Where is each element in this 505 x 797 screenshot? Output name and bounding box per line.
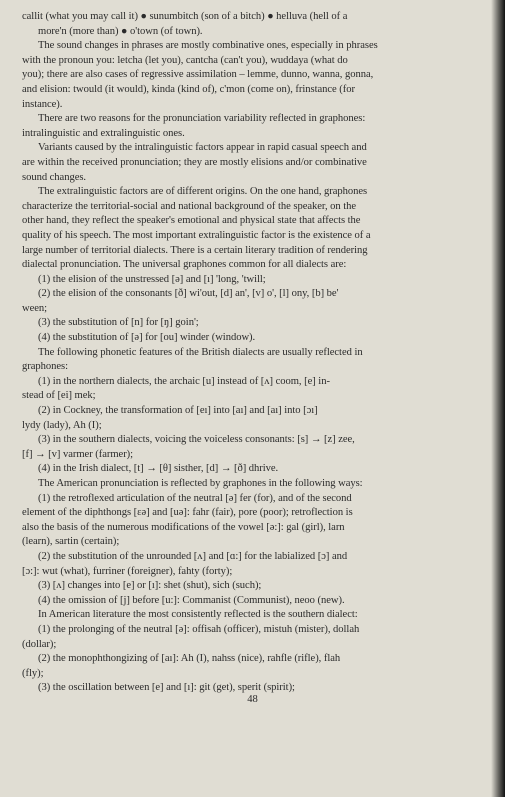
text-line: characterize the territorial-social and national background of the speaker, on the [22, 200, 357, 212]
binding-shadow [491, 0, 505, 797]
text-line: (3) the oscillation between [e] and [ı]: git (get), sperit (spirit); [38, 682, 295, 694]
text-line: quality of his speech. The most important extralinguistic factor is the existence of a [22, 229, 371, 241]
text-line: (1) the retroflexed articulation of the neutral [ə] fer (for), and of the second [38, 492, 352, 504]
text-line: ween; [22, 302, 48, 314]
text-line: The extralinguistic factors are of different origins. On the one hand, graphones [38, 186, 368, 198]
text-line: with the pronoun you: letcha (let you), cantcha (can't you), wuddaya (what do [22, 54, 348, 66]
text-line: (learn), sartin (certain); [22, 536, 120, 548]
text-line: The American pronunciation is reflected by graphones in the following ways: [38, 478, 363, 489]
text-line: sound changes. [22, 171, 87, 183]
text-line: [f] → [v] varmer (farmer); [22, 448, 134, 460]
text-line: (2) the substitution of the unrounded [ʌ] and [ɑ:] for the labialized [ɔ] and [38, 550, 348, 562]
text-line: intralinguistic and extralinguistic ones. [22, 127, 185, 139]
text-line: (3) [ʌ] changes into [e] or [ı]: shet (shut), sich (such); [38, 580, 262, 592]
text-line: (4) the substitution of [ə] for [ou] winder (window). [38, 332, 256, 344]
text-line: In American literature the most consistently reflected is the southern dialect: [38, 609, 358, 621]
text-line: [ɔ:]: wut (what), furriner (foreigner), fahty (forty); [22, 565, 233, 577]
text-line: stead of [ei] mek; [22, 390, 96, 402]
text-line: and elision: twould (it would), kinda (kind of), c'mon (come on), frinstance (for [22, 83, 355, 95]
text-line: (dollar); [22, 638, 57, 650]
text-line: other hand, they reflect the speaker's emotional and physical state that affects the [22, 215, 361, 227]
text-line: (2) in Cockney, the transformation of [eı] into [aı] and [aı] into [ɔı] [38, 405, 318, 417]
text-line: lydy (lady), Ah (I); [22, 419, 102, 431]
text-line: dialectal pronunciation. The universal graphones common for all dialects are: [22, 259, 347, 271]
text-line: large number of territorial dialects. There is a certain literary tradition of rendering [22, 244, 368, 256]
text-line: (4) in the Irish dialect, [t] → [θ] sisther, [d] → [ð] dhrive. [38, 463, 279, 475]
text-line: (1) the elision of the unstressed [ə] and [ı] 'long, 'twill; [38, 273, 266, 285]
text-line: (3) in the southern dialects, voicing the voiceless consonants: [s] → [z] zee, [38, 434, 355, 446]
text-line: (2) the elision of the consonants [ð] wi'out, [d] an', [v] o', [l] ony, [b] be' [38, 288, 339, 300]
text-line: element of the diphthongs [ɛə] and [uə]: fahr (fair), pore (poor); retroflection is [22, 507, 353, 519]
text-line: instance). [22, 98, 63, 110]
text-line: (2) the monophthongizing of [aı]: Ah (I), nahss (nice), rahfle (rifle), flah [38, 653, 341, 665]
text-line: Variants caused by the intralinguistic factors appear in rapid casual speech and [38, 142, 367, 154]
text-line: you); there are also cases of regressive assimilation – lemme, dunno, wanna, gonna, [22, 69, 374, 81]
text-line: (1) the prolonging of the neutral [ə]: offisah (officer), mistuh (mister), dollah [38, 623, 360, 635]
text-line: (fly); [22, 667, 44, 679]
text-line: also the basis of the numerous modifications of the vowel [ə:]: gal (girl), larn [22, 521, 345, 533]
text-line: There are two reasons for the pronunciation variability reflected in graphones: [38, 113, 366, 125]
text-line: callit (what you may call it) ● sunumbitch (son of a bitch) ● helluva (hell of a [22, 11, 348, 22]
text-line: (4) the omission of [j] before [u:]: Commanist (Communist), neoo (new). [38, 594, 345, 606]
page-number: 48 [247, 694, 258, 705]
page-text-block [22, 10, 500, 696]
text-line: graphones: [22, 361, 68, 373]
text-line: The sound changes in phrases are mostly combinative ones, especially in phrases [38, 40, 378, 52]
text-line: are within the received pronunciation; they are mostly elisions and/or combinative [22, 156, 367, 168]
text-line: (1) in the northern dialects, the archaic [u] instead of [ʌ] coom, [e] in- [38, 375, 330, 387]
text-line: more'n (more than) ● o'town (of town). [38, 25, 203, 37]
text-line: The following phonetic features of the British dialects are usually reflected in [38, 346, 363, 358]
text-line: (3) the substitution of [n] for [ŋ] goin'; [38, 317, 199, 329]
